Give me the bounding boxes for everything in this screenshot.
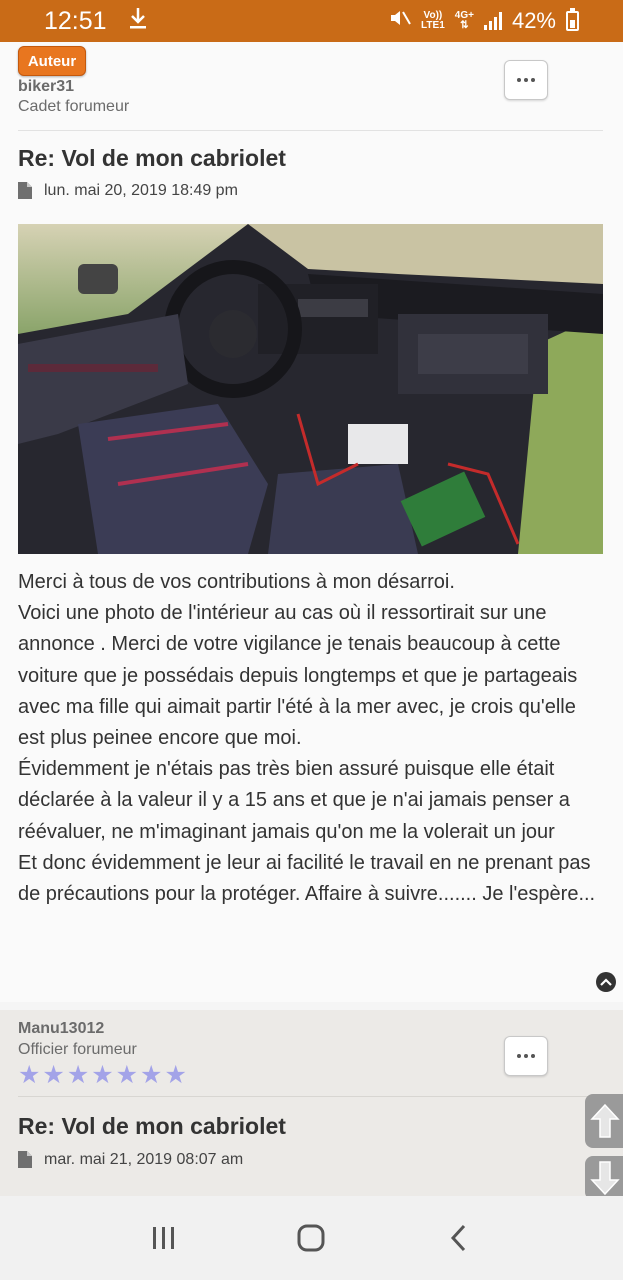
- arrow-up-icon: [590, 1101, 620, 1141]
- recent-apps-button[interactable]: [144, 1218, 184, 1258]
- status-bar: [0, 0, 623, 42]
- post-body: [18, 567, 608, 910]
- system-nav-bar: [0, 1196, 623, 1280]
- post-username[interactable]: Manu13012: [18, 1020, 105, 1037]
- mute-icon: [389, 8, 411, 34]
- chevron-up-circle-icon[interactable]: [596, 972, 616, 992]
- battery-icon: [566, 11, 579, 31]
- rank-stars: ★★★★★★★: [18, 1061, 189, 1089]
- post-body-line: Merci à tous de vos contributions à mon désarroi.: [18, 571, 455, 593]
- car-interior-photo[interactable]: [18, 224, 603, 554]
- home-icon: [296, 1223, 326, 1253]
- back-icon: [449, 1223, 469, 1253]
- recent-apps-icon: [149, 1225, 179, 1251]
- post-date: mar. mai 21, 2019 08:07 am: [44, 1151, 244, 1168]
- download-icon: [129, 6, 147, 37]
- more-options-icon: [517, 78, 535, 82]
- home-button[interactable]: [291, 1218, 331, 1258]
- scroll-down-button[interactable]: [585, 1156, 623, 1200]
- post-2: [0, 1010, 623, 1196]
- post-user-rank: Cadet forumeur: [18, 98, 130, 115]
- scroll-up-button[interactable]: [585, 1094, 623, 1148]
- divider: [18, 1096, 603, 1097]
- volte-indicator: Vo)) LTE1: [421, 10, 445, 31]
- more-options-icon: [517, 1054, 535, 1058]
- arrow-down-icon: [590, 1158, 620, 1198]
- post-title: Re: Vol de mon cabriolet: [18, 1113, 286, 1139]
- battery-percent: 42%: [511, 8, 556, 33]
- post-title: Re: Vol de mon cabriolet: [18, 145, 286, 171]
- post-1: [0, 42, 623, 1002]
- signal-icon: [484, 12, 502, 30]
- post-date: lun. mai 20, 2019 18:49 pm: [44, 182, 238, 199]
- more-options-button[interactable]: [504, 1036, 548, 1076]
- divider: [18, 130, 603, 131]
- post-body-line: Voici une photo de l'intérieur au cas où il ressortirait sur une annonce . Merci de votre vigilance je tenais beaucoup à cette voiture que je possédais depuis longtemps et que je partageais avec ma fille qui aimait partir l'été à la mer avec, je crois qu'elle est plus peinee encore que moi.: [18, 602, 578, 750]
- post-username[interactable]: biker31: [18, 78, 75, 95]
- more-options-button[interactable]: [504, 60, 548, 100]
- document-icon: [18, 182, 32, 199]
- clock: 12:51: [44, 6, 107, 35]
- data-indicator: 4G+ ⇅: [454, 10, 474, 31]
- back-button[interactable]: [439, 1218, 479, 1258]
- post-body-line: Évidemment je n'étais pas très bien assuré puisque elle était déclarée à la valeur il y a 15 ans et que je n'ai jamais penser a réévaluer, ne m'imaginant jamais qu'on me la volerait un jour: [18, 758, 570, 843]
- post-body-line: Et donc évidemment je leur ai facilité le travail en ne prenant pas de précautions pour la protéger. Affaire à suivre....... Je l'espère...: [18, 851, 596, 906]
- author-badge: Auteur: [18, 46, 86, 76]
- post-user-rank: Officier forumeur: [18, 1041, 137, 1058]
- document-icon: [18, 1151, 32, 1168]
